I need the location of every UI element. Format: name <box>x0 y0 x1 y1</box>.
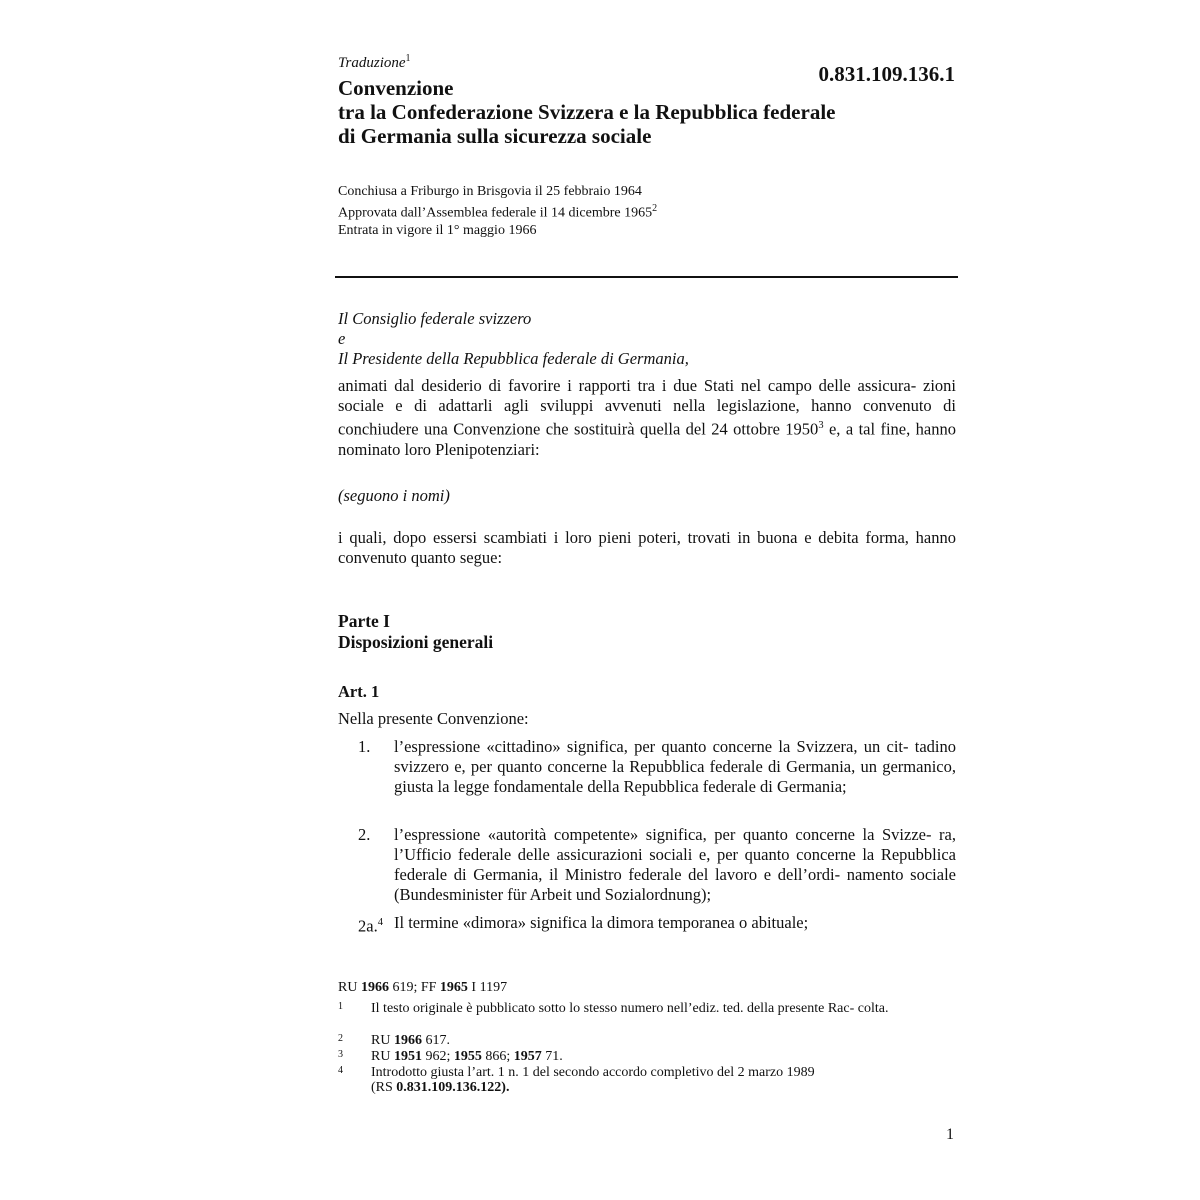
part-label: Parte I <box>338 611 390 631</box>
fn4-ref: 0.831.109.136.122). <box>396 1080 510 1095</box>
preamble-paragraph <box>338 376 956 460</box>
footnote-text: Il testo originale è pubblicato sotto lo stesso numero nell’ediz. ted. della presente Rac- colta. <box>371 1001 889 1016</box>
title-line-1: Convenzione <box>338 76 454 100</box>
article-intro: Nella presente Convenzione: <box>338 709 529 728</box>
footnote-number: 4 <box>338 1065 343 1076</box>
footnote-number: 3 <box>338 1049 343 1060</box>
ref-ff-page: I 1197 <box>467 980 508 995</box>
list-item-number: 1. <box>358 737 371 756</box>
footnote-text <box>371 1065 936 1095</box>
fn3-page-2: 866; <box>481 1049 514 1064</box>
part-heading <box>338 611 493 653</box>
footnote-ref-1[interactable]: 1 <box>405 53 411 64</box>
ref-ff-year: 1965 <box>439 980 468 995</box>
list-item-text: l’espressione «cittadino» significa, per quanto concerne la Svizzera, un cit- tadino svizzero e, per quanto concerne la Repubblica federale di Germania, un germanico, giusta la legge fondamentale della Repubblica federale di Germania; <box>394 737 956 796</box>
date-info <box>338 183 657 239</box>
fn3-page-1: 962; <box>421 1049 454 1064</box>
footnote-number: 1 <box>338 1001 343 1012</box>
fn2-page: 617. <box>421 1033 450 1048</box>
page-number: 1 <box>946 1126 954 1143</box>
fn3-prefix: RU <box>371 1049 394 1064</box>
document-title <box>338 76 958 148</box>
title-line-3: di Germania sulla sicurezza sociale <box>338 124 652 148</box>
title-line-2: tra la Confederazione Svizzera e la Repubblica federale <box>338 100 836 124</box>
footnote-number: 2 <box>338 1033 343 1044</box>
fn4-prefix: (RS <box>371 1080 397 1095</box>
footnote-text <box>371 1033 936 1048</box>
fn4-line-2 <box>371 1080 936 1095</box>
fn3-year-3: 1957 <box>513 1049 542 1064</box>
article-heading: Art. 1 <box>338 682 380 701</box>
ref-ru-page: 619; FF <box>388 980 440 995</box>
translation-text: Traduzione <box>338 55 406 71</box>
list-item-number-text: 2a. <box>358 916 378 936</box>
preamble-text-a: animati dal desiderio di favorire i rapporti tra i due Stati nel campo delle assicura- zioni sociale e di adattarli agli sviluppi avvenuti nella legislazione, hanno convenuto di conchiudere una Convenzione che sostituirà quella del 24 ottobre 1950 <box>338 376 956 439</box>
footnote-ref-2[interactable]: 2 <box>652 203 658 214</box>
party-1: Il Consiglio federale svizzero <box>338 309 532 328</box>
part-title: Disposizioni generali <box>338 632 494 652</box>
concluded-date: Conchiusa a Friburgo in Brisgovia il 25 febbraio 1964 <box>338 184 642 199</box>
list-item-number: 2. <box>358 825 371 844</box>
list-item-text: Il termine «dimora» significa la dimora temporanea o abituale; <box>394 913 809 932</box>
preamble-text-b: e, a tal fine, hanno nominato loro Plenipotenziari: <box>338 419 956 459</box>
footnote-ref-4[interactable]: 4 <box>377 917 383 928</box>
approved-text: Approvata dall’Assemblea federale il 14 dicembre 1965 <box>338 205 653 221</box>
footnote-ref-3[interactable]: 3 <box>818 420 824 431</box>
official-reference <box>338 980 507 996</box>
conjunction: e <box>338 329 346 348</box>
fn3-page-3: 71. <box>541 1049 563 1064</box>
approved-date <box>338 200 657 222</box>
names-note: (seguono i nomi) <box>338 486 450 505</box>
party-2: Il Presidente della Repubblica federale di Germania, <box>338 349 689 368</box>
list-item-number <box>358 913 383 937</box>
footnote-text <box>371 1049 936 1064</box>
fn4-line-1: Introdotto giusta l’art. 1 n. 1 del secondo accordo completivo del 2 marzo 1989 <box>371 1065 815 1080</box>
ref-ru-year: 1966 <box>360 980 389 995</box>
fn2-prefix: RU <box>371 1033 394 1048</box>
fn2-year: 1966 <box>393 1033 422 1048</box>
fn3-year-1: 1951 <box>393 1049 422 1064</box>
translation-label <box>338 53 411 72</box>
in-force-date: Entrata in vigore il 1° maggio 1966 <box>338 222 537 238</box>
ref-ru-prefix: RU <box>338 980 361 995</box>
agreement-paragraph: i quali, dopo essersi scambiati i loro pieni poteri, trovati in buona e debita forma, hanno convenuto quanto segue: <box>338 528 956 567</box>
fn3-year-2: 1955 <box>453 1049 482 1064</box>
divider-rule <box>335 276 958 278</box>
list-item-text: l’espressione «autorità competente» significa, per quanto concerne la Svizze- ra, l’Ufficio federale delle assicurazioni sociali e, per quanto concerne la Repubblica federale di Germania, il Ministro federale del lavoro e dell’ordi- namento sociale (Bundesminister für Arbeit und Sozialordnung); <box>394 825 956 904</box>
sr-number: 0.831.109.136.1 <box>818 62 955 86</box>
